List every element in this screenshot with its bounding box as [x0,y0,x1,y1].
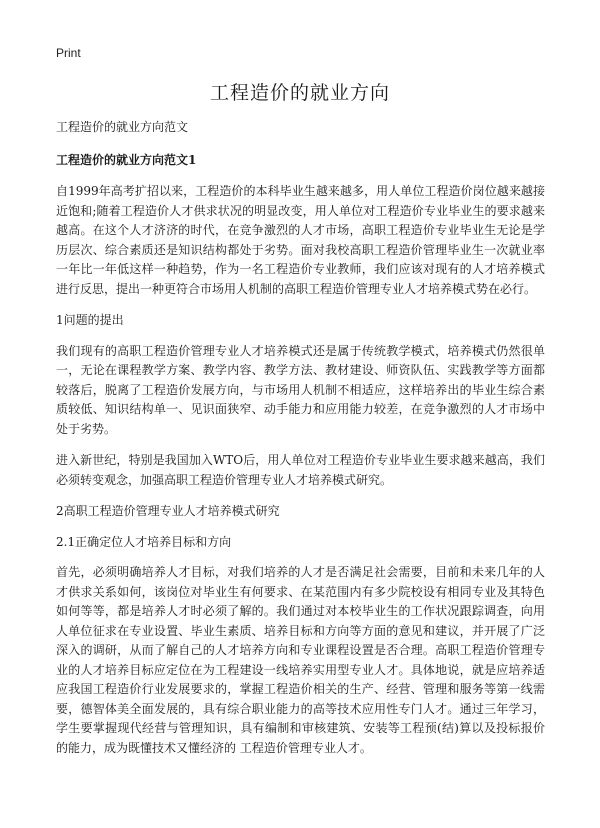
section-heading-2-1: 2.1正确定位人才培养目标和方向 [56,534,232,549]
paragraph-wto: 进入新世纪，特别是我国加入WTO后，用人单位对工程造价专业毕业生要求越来越高，我们必须转变观念，加强高职工程造价管理专业人才培养模式研究。 [56,453,545,487]
paragraph-intro: 自1999年高考扩招以来，工程造价的本科毕业生越来越多，用人单位工程造价岗位越来越接近饱和;随着工程造价人才供求状况的明显改变，用人单位对工程造价专业毕业生的要求越来越高。在这个人才济济的时代，在竞争激烈的人才市场，高职工程造价专业毕业生无论是学历层次、综合素质还是知识结构都处于劣势。面对我校高职工程造价管理毕业生一次就业率一年比一年低这样一种趋势，作为一名工程造价专业教师，我们应该对现有的人才培养模式进行反思，提出一种更符合市场用人机制的高职工程造价管理专业人才培养模式势在必行。 [56,184,545,296]
paragraph-goals: 首先，必须明确培养人才目标，对我们培养的人才是否满足社会需要，目前和未来几年的人才供求关系如何，该岗位对毕业生有何要求、在某范围内有多少院校设有相同专业及其特色如何等等，都是培养人才时必须了解的。我们通过对本校毕业生的工作状况跟踪调查，向用人单位征求在专业设置、毕业生素质、培养目标和方向等方面的意见和建议，并开展了广泛深入的调研，从而了解自己的人才培养方向和专业课程设置是否合理。高职工程造价管理专业的人才培养目标应定位在为工程建设一线培养实用型专业人才。具体地说，就是应培养适应我国工程造价行业发展要求的，掌握工程造价相关的生产、经营、管理和服务等第一线需要，德智体美全面发展的，具有综合职业能力的高等技术应用性专门人才。通过三年学习，学生要掌握现代经营与管理知识，具有编制和审核建筑、安装等工程预(结)算以及投标报价的能力，成为既懂技术又懂经济的 工程造价管理专业人才。 [56,565,545,755]
section-heading-2: 2高职工程造价管理专业人才培养模式研究 [56,504,280,518]
paragraph-problem: 我们现有的高职工程造价管理专业人才培养模式还是属于传统教学模式，培养模式仍然很单一，无论在课程教学方案、教学内容、教学方法、教材建设、师资队伍、实践教学等方面都较落后，脱离了工程造价发展方向，与市场用人机制不相适应，这样培养出的毕业生综合素质较低、知识结构单一、见识面狭窄、动手能力和应用能力较差，在竞争激烈的人才市场中处于劣势。 [56,343,545,436]
page-title: 工程造价的就业方向 [209,82,390,104]
print-link[interactable]: Print [56,46,81,60]
section-heading-1: 1问题的提出 [56,313,124,327]
article-subtitle: 工程造价的就业方向范文 [56,120,189,134]
article-subheading: 工程造价的就业方向范文1 [56,152,197,167]
article-body [56,118,545,770]
